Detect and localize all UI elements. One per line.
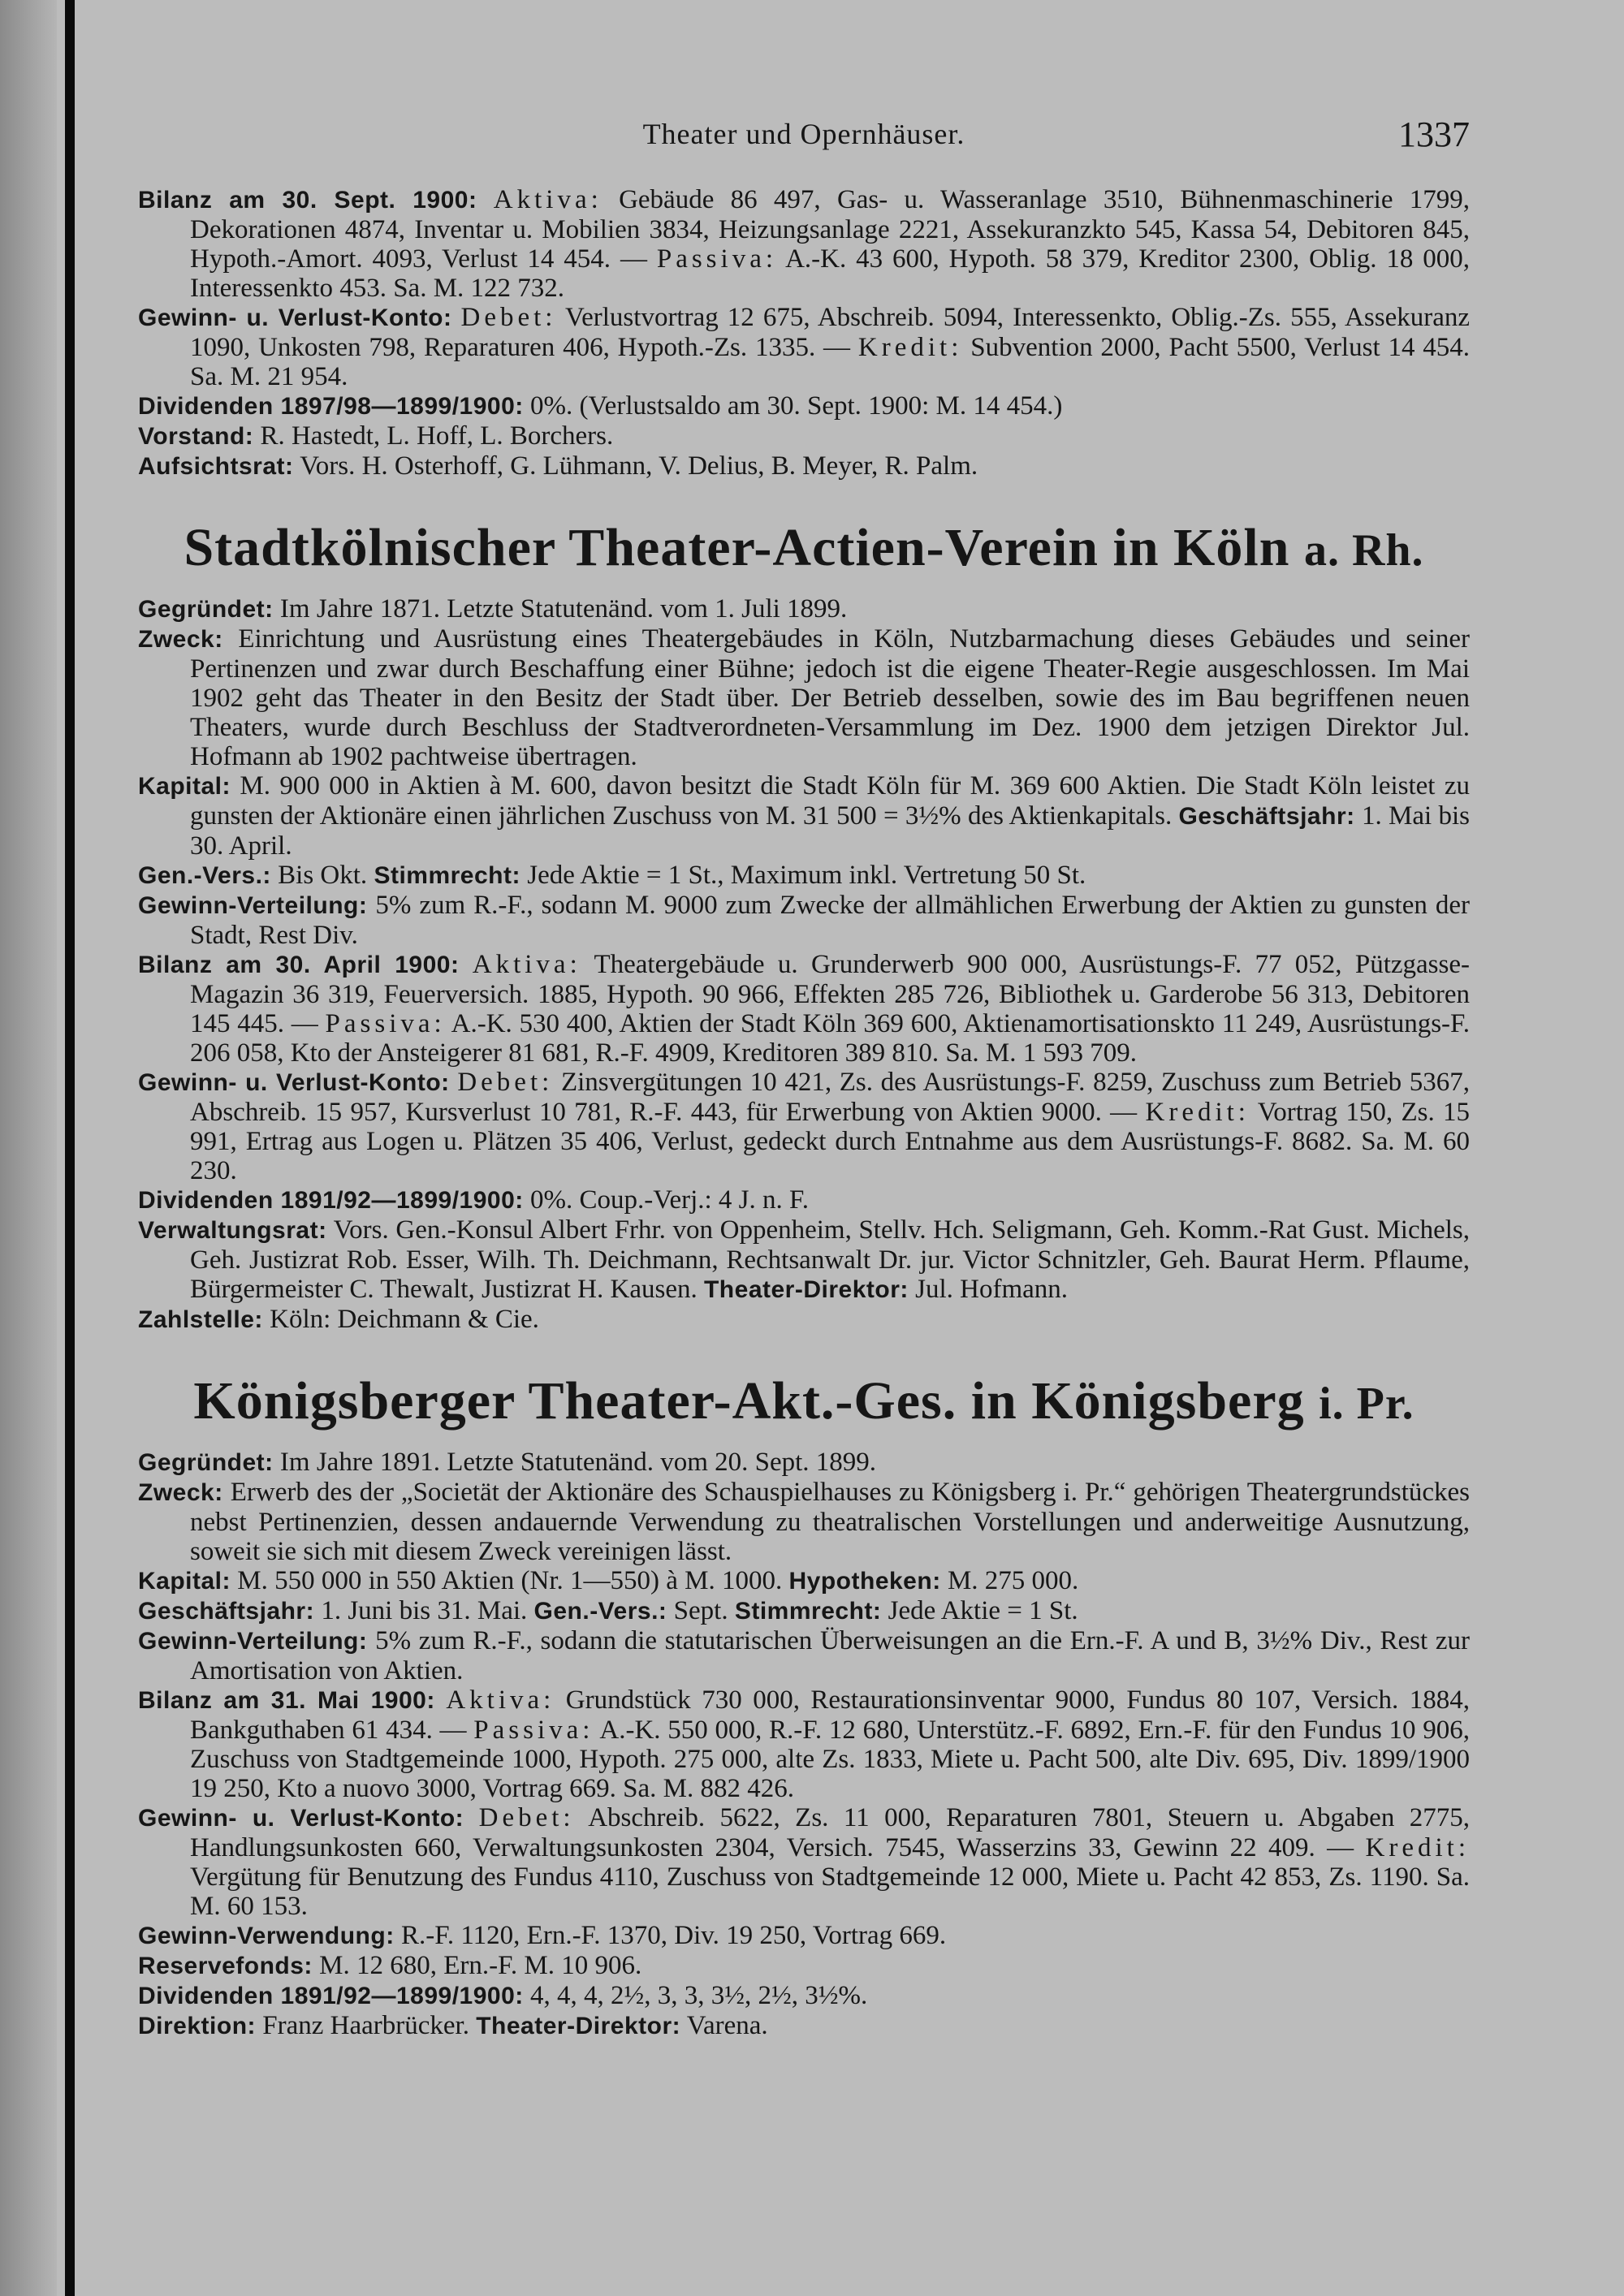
debet-label: Debet:	[457, 1068, 554, 1097]
kapital-label: Kapital:	[138, 1568, 231, 1595]
verwaltungsrat-text: Vors. Gen.-Konsul Albert Frhr. von Oppenheim, Stellv. Hch. Seligmann, Geh. Komm.-Rat Gust. Michels, Geh. Justizrat Rob. Esser, Wilh. Th. Deichmann, Rechtsanwalt Dr. jur. Victor Schnitzler, Geh. Baurat Herm. Pflaume, Bürgermeister C. Thewalt, Justizrat H. Kausen.	[190, 1215, 1471, 1304]
dividenden-text: 0%. Coup.-Verj.: 4 J. n. F.	[530, 1185, 809, 1215]
passiva-label: Passiva:	[473, 1716, 594, 1745]
guv-label: Gewinn- u. Verlust-Konto:	[138, 1805, 464, 1832]
hypotheken-text: M. 275 000.	[947, 1566, 1079, 1595]
passiva-label: Passiva:	[656, 244, 778, 274]
genvers-paragraph	[138, 861, 1470, 891]
zweck-label: Zweck:	[138, 1479, 223, 1506]
direktion-text: Franz Haarbrücker.	[262, 2011, 469, 2040]
kapital-text: M. 550 000 in 550 Aktien (Nr. 1—550) à M. 1000.	[237, 1566, 783, 1595]
aktiva-label: Aktiva:	[472, 950, 581, 979]
entry-previous-company	[138, 185, 1470, 481]
gegruendet-text: Im Jahre 1891. Letzte Statutenänd. vom 20. Sept. 1899.	[279, 1448, 877, 1477]
kapital-paragraph	[138, 771, 1470, 861]
left-margin-rule	[65, 0, 75, 2296]
hypotheken-label: Hypotheken:	[788, 1568, 941, 1595]
bilanz-paragraph	[138, 950, 1470, 1068]
zahlstelle-paragraph	[138, 1305, 1470, 1335]
vorstand-paragraph	[138, 421, 1470, 451]
gewinnverteilung-label: Gewinn-Verteilung:	[138, 892, 368, 919]
geschaeftsjahr-text: 1. Juni bis 31. Mai.	[321, 1596, 528, 1625]
verwaltungsrat-label: Verwaltungsrat:	[138, 1217, 327, 1244]
company-title-location: i. Pr.	[1319, 1379, 1415, 1429]
geschaeftsjahr-label: Geschäftsjahr:	[138, 1598, 315, 1625]
gegruendet-label: Gegründet:	[138, 1449, 274, 1476]
bilanz-label: Bilanz am 30. April 1900:	[138, 952, 460, 978]
stimmrecht-label: Stimmrecht:	[374, 862, 520, 889]
gewinnverteilung-text: 5% zum R.-F., sodann die statutarischen Überweisungen an die Ern.-F. A und B, 3½% Div., Rest zur Amortisation von Aktien.	[190, 1626, 1470, 1685]
genvers-text: Sept.	[673, 1596, 728, 1625]
running-title: Theater und Opernhäuser.	[642, 118, 965, 150]
guv-label: Gewinn- u. Verlust-Konto:	[138, 1069, 450, 1096]
company-title-koeln	[138, 517, 1470, 581]
verwaltungsrat-paragraph	[138, 1215, 1470, 1305]
gewinnverwendung-text: R.-F. 1120, Ern.-F. 1370, Div. 19 250, Vortrag 669.	[400, 1921, 947, 1950]
theater-direktor-label: Theater-Direktor:	[703, 1276, 909, 1303]
passiva-text: A.-K. 550 000, R.-F. 12 680, Unterstütz.-F. 6892, Ern.-F. für den Fundus 10 906, Zuschuss von Stadtgemeinde 1000, Hypoth. 275 000, alte Zs. 1833, Miete u. Pacht 500, alte Div. 695, Div. 1899/1900 19 250, Kto a nuovo 3000, Vortrag 669. Sa. M. 882 426.	[190, 1716, 1471, 1803]
zweck-label: Zweck:	[138, 626, 223, 653]
company-title-main: Stadtkölnischer Theater-Actien-Verein in Köln	[184, 518, 1290, 577]
stimmrecht-text: Jede Aktie = 1 St., Maximum inkl. Vertretung 50 St.	[527, 861, 1086, 890]
kredit-text: Subvention 2000, Pacht 5500, Verlust 14 454. Sa. M. 21 954.	[190, 333, 1471, 391]
dividenden-label: Dividenden 1891/92—1899/1900:	[138, 1187, 524, 1214]
aufsichtsrat-text: Vors. H. Osterhoff, G. Lühmann, V. Delius, B. Meyer, R. Palm.	[300, 451, 978, 481]
gewinnverteilung-paragraph	[138, 891, 1470, 950]
theater-direktor-text: Varena.	[686, 2011, 768, 2040]
debet-label: Debet:	[460, 303, 557, 332]
dividenden-text: 4, 4, 4, 2½, 3, 3, 3½, 2½, 3½%.	[530, 1981, 868, 2010]
bilanz-label: Bilanz am 31. Mai 1900:	[138, 1687, 435, 1714]
aufsichtsrat-paragraph	[138, 451, 1470, 481]
gegruendet-text: Im Jahre 1871. Letzte Statutenänd. vom 1. Juli 1899.	[279, 594, 848, 624]
dividenden-paragraph	[138, 391, 1470, 421]
aktiva-text: Grundstück 730 000, Restaurationsinventar 9000, Fundus 80 107, Versich. 1884, Bankguthaben 61 434. —	[190, 1685, 1471, 1745]
theater-direktor-label: Theater-Direktor:	[476, 2013, 681, 2039]
theater-direktor-text: Jul. Hofmann.	[915, 1275, 1069, 1304]
kapital-text: M. 900 000 in Aktien à M. 600, davon besitzt die Stadt Köln für M. 369 600 Aktien. Die Stadt Köln leistet zu gunsten der Aktionäre einen jährlichen Zuschuss von M. 31 500 = 3½% des Aktienkapitals.	[190, 771, 1471, 831]
zweck-paragraph	[138, 624, 1470, 771]
bilanz-label: Bilanz am 30. Sept. 1900:	[138, 187, 477, 214]
bilanz-paragraph	[138, 1685, 1470, 1803]
vorstand-label: Vorstand:	[138, 423, 254, 450]
bilanz-paragraph	[138, 185, 1470, 303]
reservefonds-label: Reservefonds:	[138, 1953, 313, 1979]
book-page	[138, 114, 1470, 2041]
debet-label: Debet:	[478, 1803, 575, 1832]
genvers-text: Bis Okt.	[278, 861, 368, 890]
kredit-text: Vortrag 150, Zs. 15 991, Ertrag aus Logen u. Plätzen 35 406, Verlust, gedeckt durch Entnahme aus dem Ausrüstungs-F. 8682. Sa. M. 60 230.	[190, 1098, 1471, 1185]
kredit-label: Kredit:	[857, 333, 963, 362]
gegruendet-label: Gegründet:	[138, 596, 274, 623]
company-title-location: a. Rh.	[1303, 525, 1424, 576]
gewinnverwendung-paragraph	[138, 1921, 1470, 1951]
entry-koeln	[138, 517, 1470, 1335]
reservefonds-paragraph	[138, 1951, 1470, 1981]
gewinnverwendung-label: Gewinn-Verwendung:	[138, 1923, 395, 1949]
gegruendet-paragraph	[138, 594, 1470, 624]
direktion-paragraph	[138, 2011, 1470, 2041]
scan-edge-shadow	[0, 0, 57, 2296]
dividenden-text: 0%. (Verlustsaldo am 30. Sept. 1900: M. 14 454.)	[530, 391, 1063, 421]
guv-paragraph	[138, 303, 1470, 391]
passiva-label: Passiva:	[325, 1009, 446, 1038]
debet-text: Zinsvergütungen 10 421, Zs. des Ausrüstungs-F. 8259, Zuschuss zum Betrieb 5367, Abschreib. 15 957, Kursverlust 10 781, R.-F. 443, für Erwerbung von Aktien 9000. —	[190, 1068, 1471, 1127]
zweck-paragraph	[138, 1478, 1470, 1566]
guv-paragraph	[138, 1068, 1470, 1185]
company-title-main: Königsberger Theater-Akt.-Ges. in Königsberg	[193, 1371, 1305, 1431]
zweck-text: Erwerb des der „Societät der Aktionäre des Schauspielhauses zu Königsberg i. Pr.“ gehörigen Theatergrundstückes nebst Pertinenzien, dessen andauernde Verwendung zu theatralischen Vorstellungen und anderweitige Ausnutzung, soweit sie sich mit diesem Zweck vereinigen lässt.	[190, 1478, 1471, 1566]
genvers-label: Gen.-Vers.:	[533, 1598, 667, 1625]
aufsichtsrat-label: Aufsichtsrat:	[138, 453, 294, 480]
kapital-label: Kapital:	[138, 773, 231, 800]
page-number: 1337	[1398, 114, 1470, 154]
dividenden-label: Dividenden 1897/98—1899/1900:	[138, 393, 524, 420]
running-head	[138, 114, 1470, 161]
dividenden-label: Dividenden 1891/92—1899/1900:	[138, 1983, 524, 2009]
debet-text: Verlustvortrag 12 675, Abschreib. 5094, Interessenkto, Oblig.-Zs. 555, Assekuranz 1090, Unkosten 798, Reparaturen 406, Hypoth.-Zs. 1335. —	[190, 303, 1471, 362]
zweck-text: Einrichtung und Ausrüstung eines Theatergebäudes in Köln, Nutzbarmachung dieses Gebäudes und seiner Pertinenzen und zwar durch Beschaffung einer Bühne; jedoch ist die eigene Theater-Regie ausgeschlossen. Im Mai 1902 geht das Theater in den Besitz der Stadt über. Der Betrieb desselben, sowie des im Bau begriffenen neuen Theaters, wurde durch Beschluss der Stadtverordneten-Versammlung im Dez. 1900 dem jetzigen Direktor Jul. Hofmann ab 1902 pachtweise übertragen.	[190, 624, 1470, 771]
geschaeftsjahr-text: 1. Mai bis 30. April.	[190, 801, 1471, 861]
gewinnverteilung-paragraph	[138, 1626, 1470, 1685]
vorstand-text: R. Hastedt, L. Hoff, L. Borchers.	[260, 421, 614, 451]
direktion-label: Direktion:	[138, 2013, 257, 2039]
dividenden-paragraph	[138, 1981, 1470, 2011]
guv-label: Gewinn- u. Verlust-Konto:	[138, 304, 452, 331]
company-title-koenigsberg	[138, 1370, 1470, 1435]
stimmrecht-text: Jede Aktie = 1 St.	[888, 1596, 1078, 1625]
aktiva-text: Theatergebäude u. Grunderwerb 900 000, Ausrüstungs-F. 77 052, Pützgasse-Magazin 36 319, Feuerversich. 1885, Hypoth. 90 966, Effekten 285 726, Bibliothek u. Garderobe 56 313, Debitoren 145 445. —	[190, 950, 1471, 1038]
geschaeftsjahr-paragraph	[138, 1596, 1470, 1626]
passiva-text: A.-K. 530 400, Aktien der Stadt Köln 369 600, Aktienamortisationskto 11 249, Ausrüstungs-F. 206 058, Kto der Ansteigerer 81 681, R.-F. 4909, Kreditoren 389 810. Sa. M. 1 593 709.	[190, 1009, 1470, 1068]
dividenden-paragraph	[138, 1185, 1470, 1215]
gegruendet-paragraph	[138, 1448, 1470, 1478]
reservefonds-text: M. 12 680, Ern.-F. M. 10 906.	[319, 1951, 642, 1980]
geschaeftsjahr-label: Geschäftsjahr:	[1178, 803, 1355, 830]
genvers-label: Gen.-Vers.:	[138, 862, 271, 889]
entry-koenigsberg	[138, 1370, 1470, 2041]
aktiva-text: Gebäude 86 497, Gas- u. Wasseranlage 3510, Bühnenmaschinerie 1799, Dekorationen 4874, Inventar u. Mobilien 3834, Heizungsanlage 2221, Assekuranzkto 545, Kassa 54, Debitoren 845, Hypoth.-Amort. 4093, Verlust 14 454. —	[190, 185, 1471, 274]
debet-text: Abschreib. 5622, Zs. 11 000, Reparaturen 7801, Steuern u. Abgaben 2775, Handlungsunkosten 660, Verwaltungsunkosten 2304, Versich. 7545, Wasserzins 33, Gewinn 22 409. —	[190, 1803, 1470, 1862]
stimmrecht-label: Stimmrecht:	[734, 1598, 882, 1625]
gewinnverteilung-label: Gewinn-Verteilung:	[138, 1628, 368, 1655]
kredit-label: Kredit:	[1365, 1833, 1471, 1862]
aktiva-label: Aktiva:	[493, 185, 603, 214]
kredit-text: Vergütung für Benutzung des Fundus 4110, Zuschuss von Stadtgemeinde 12 000, Miete u. Pacht 42 853, Zs. 1190. Sa. M. 60 153.	[190, 1862, 1470, 1921]
kapital-paragraph	[138, 1566, 1470, 1596]
aktiva-label: Aktiva:	[446, 1685, 555, 1715]
gewinnverteilung-text: 5% zum R.-F., sodann M. 9000 zum Zwecke der allmählichen Erwerbung der Aktien zu gunsten der Stadt, Rest Div.	[190, 891, 1470, 950]
kredit-label: Kredit:	[1145, 1098, 1250, 1127]
zahlstelle-label: Zahlstelle:	[138, 1306, 263, 1333]
passiva-text: A.-K. 43 600, Hypoth. 58 379, Kreditor 2300, Oblig. 18 000, Interessenkto 453. Sa. M. 122 732.	[190, 244, 1470, 303]
zahlstelle-text: Köln: Deichmann & Cie.	[270, 1305, 539, 1334]
guv-paragraph	[138, 1803, 1470, 1921]
